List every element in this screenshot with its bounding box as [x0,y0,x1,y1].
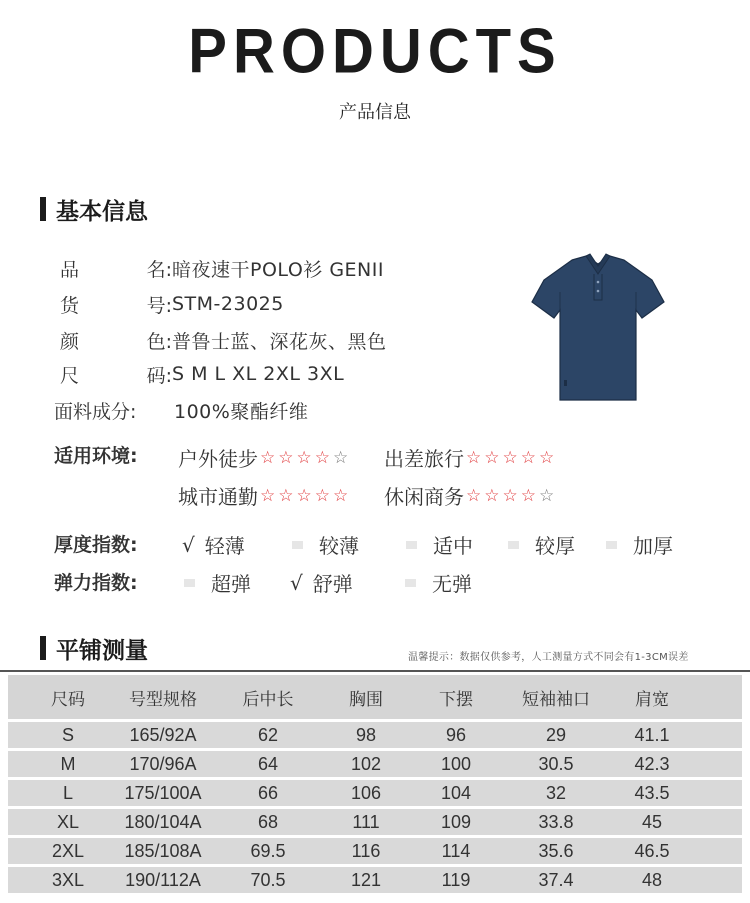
environment-item [384,443,557,472]
table-header-cell: 短袖袖口 [522,689,590,710]
unchecked-box-icon [606,541,617,549]
measurement-heading [40,635,148,664]
measurement-tip: 温馨提示：数据仅供参考，人工测量方式不同会有1-3CM误差 [408,652,689,663]
table-header-cell: 后中长 [242,689,294,710]
table-cell: L [62,782,73,803]
star-icon: ☆ [260,485,279,506]
info-row-material [54,395,308,425]
table-cell: 2XL [51,840,85,861]
table-cell: S [61,724,74,745]
info-label [54,397,174,424]
info-value: STM-23025 [172,293,284,315]
info-label [60,291,172,318]
star-icon: ☆ [502,485,521,506]
table-header-cell: 号型规格 [129,689,197,710]
label-char: 面料成分: [54,400,137,423]
table-cell: 70.5 [250,869,286,890]
info-label [60,327,172,354]
star-icon: ☆ [278,447,297,468]
star-icon: ☆ [539,485,558,506]
option-label: 适中 [433,534,473,558]
section-title: 平铺测量 [56,637,148,664]
environment-item [178,481,351,510]
check-icon: √ [182,532,195,557]
star-icon: ☆ [520,485,539,506]
table-row [8,751,742,780]
star-icon: ☆ [314,447,333,468]
unchecked-box-icon [184,579,195,587]
table-cell: 66 [257,782,279,803]
table-cell: 48 [641,869,663,890]
table-cell: 45 [641,811,663,832]
table-cell: 96 [445,724,467,745]
environment-name: 户外徒步 [178,447,258,471]
star-icon: ☆ [260,447,279,468]
table-header-cell: 肩宽 [635,689,669,710]
star-icon: ☆ [484,485,503,506]
table-cell: M [60,753,76,774]
table-cell: 98 [355,724,377,745]
table-cell: 35.6 [538,840,574,861]
table-cell: 180/104A [124,811,202,832]
label-char: 品 [60,258,80,281]
table-cell: 165/92A [129,724,197,745]
table-row [8,867,742,896]
unchecked-box-icon [508,541,519,549]
table-cell: 119 [441,869,471,890]
section-bar [40,197,46,221]
table-cell: 170/96A [129,753,197,774]
info-row-color [60,325,387,355]
star-icon: ☆ [296,485,315,506]
star-icon: ☆ [466,485,485,506]
table-cell: 121 [350,869,382,890]
thickness-option [292,530,359,559]
table-cell: XL [56,811,80,832]
rating-stars [260,486,351,506]
info-value: S M L XL 2XL 3XL [172,363,345,385]
table-row [8,780,742,809]
star-icon: ☆ [296,447,315,468]
size-table [8,675,742,896]
info-value: 暗夜速干POLO衫 GENII [172,258,384,281]
label-char: 颜 [60,330,80,353]
option-label: 较薄 [319,534,359,558]
label-char: 码: [146,364,172,387]
table-header-row [8,675,742,719]
info-label [60,361,172,388]
page-subtitle: 产品信息 [339,102,411,123]
unchecked-box-icon [405,579,416,587]
info-row-sku [60,289,284,319]
rating-stars [466,448,557,468]
table-cell: 46.5 [634,840,670,861]
table-row [8,722,742,751]
label-char: 色: [146,330,172,353]
table-cell: 106 [350,782,382,803]
star-icon: ☆ [466,447,485,468]
unchecked-box-icon [292,541,303,549]
thickness-option [508,530,575,559]
table-cell: 69.5 [250,840,286,861]
table-cell: 3XL [51,869,85,890]
option-label: 舒弹 [312,572,353,596]
check-icon: √ [290,570,303,595]
environment-name: 出差旅行 [384,447,464,471]
table-cell: 116 [351,840,381,861]
thickness-option [182,530,245,559]
option-label: 无弹 [432,572,472,596]
table-cell: 185/108A [124,840,202,861]
navy-polo-shirt-image [528,252,668,412]
rating-stars [466,486,557,506]
option-label: 轻薄 [204,534,245,558]
table-header-cell: 下摆 [439,689,473,710]
star-icon: ☆ [333,485,352,506]
rating-stars [260,448,351,468]
table-cell: 41.1 [634,724,670,745]
star-icon: ☆ [333,447,352,468]
elasticity-option [405,568,472,597]
option-label: 超弹 [211,572,251,596]
table-cell: 29 [545,724,567,745]
elasticity-label: 弹力指数: [54,572,138,594]
label-char: 名: [146,258,172,281]
table-row [8,838,742,867]
divider [0,670,750,672]
section-bar [40,636,46,660]
table-cell: 42.3 [634,753,670,774]
elasticity-option [184,568,251,597]
table-cell: 68 [257,811,279,832]
table-cell: 33.8 [538,811,574,832]
table-cell: 43.5 [634,782,670,803]
label-char: 货 [60,294,80,317]
section-title: 基本信息 [56,198,148,225]
info-row-name [60,253,384,283]
option-label: 加厚 [633,534,673,558]
star-icon: ☆ [539,447,558,468]
info-value: 普鲁士蓝、深花灰、黑色 [172,330,387,353]
table-cell: 100 [440,753,472,774]
table-cell: 30.5 [538,753,574,774]
info-value: 100%聚酯纤维 [174,400,309,423]
star-icon: ☆ [502,447,521,468]
info-label [60,255,172,282]
unchecked-box-icon [406,541,417,549]
environment-name: 城市通勤 [178,485,258,509]
thickness-option [406,530,473,559]
table-cell: 104 [440,782,472,803]
thickness-option [606,530,673,559]
table-cell: 37.4 [538,869,574,890]
basic-info-heading [40,196,148,225]
star-icon: ☆ [520,447,539,468]
table-cell: 190/112A [125,869,201,890]
info-row-size [60,359,344,389]
environment-item [384,481,557,510]
star-icon: ☆ [314,485,333,506]
table-header-cell: 胸围 [349,689,383,710]
table-cell: 64 [257,753,279,774]
environment-name: 休闲商务 [384,485,464,509]
page-title: PRODUCTS [188,16,562,87]
table-header-cell: 尺码 [51,689,85,710]
table-cell: 111 [352,811,380,832]
environment-item [178,443,351,472]
table-cell: 114 [441,840,471,861]
table-cell: 102 [350,753,382,774]
label-char: 号: [146,294,172,317]
table-cell: 32 [545,782,567,803]
environment-label: 适用环境: [54,445,138,467]
star-icon: ☆ [484,447,503,468]
table-row [8,809,742,838]
label-char: 尺 [60,364,80,387]
star-icon: ☆ [278,485,297,506]
elasticity-option [290,568,353,597]
table-cell: 62 [257,724,279,745]
thickness-label: 厚度指数: [54,534,138,556]
table-cell: 175/100A [124,782,202,803]
table-cell: 109 [440,811,472,832]
option-label: 较厚 [535,534,575,558]
